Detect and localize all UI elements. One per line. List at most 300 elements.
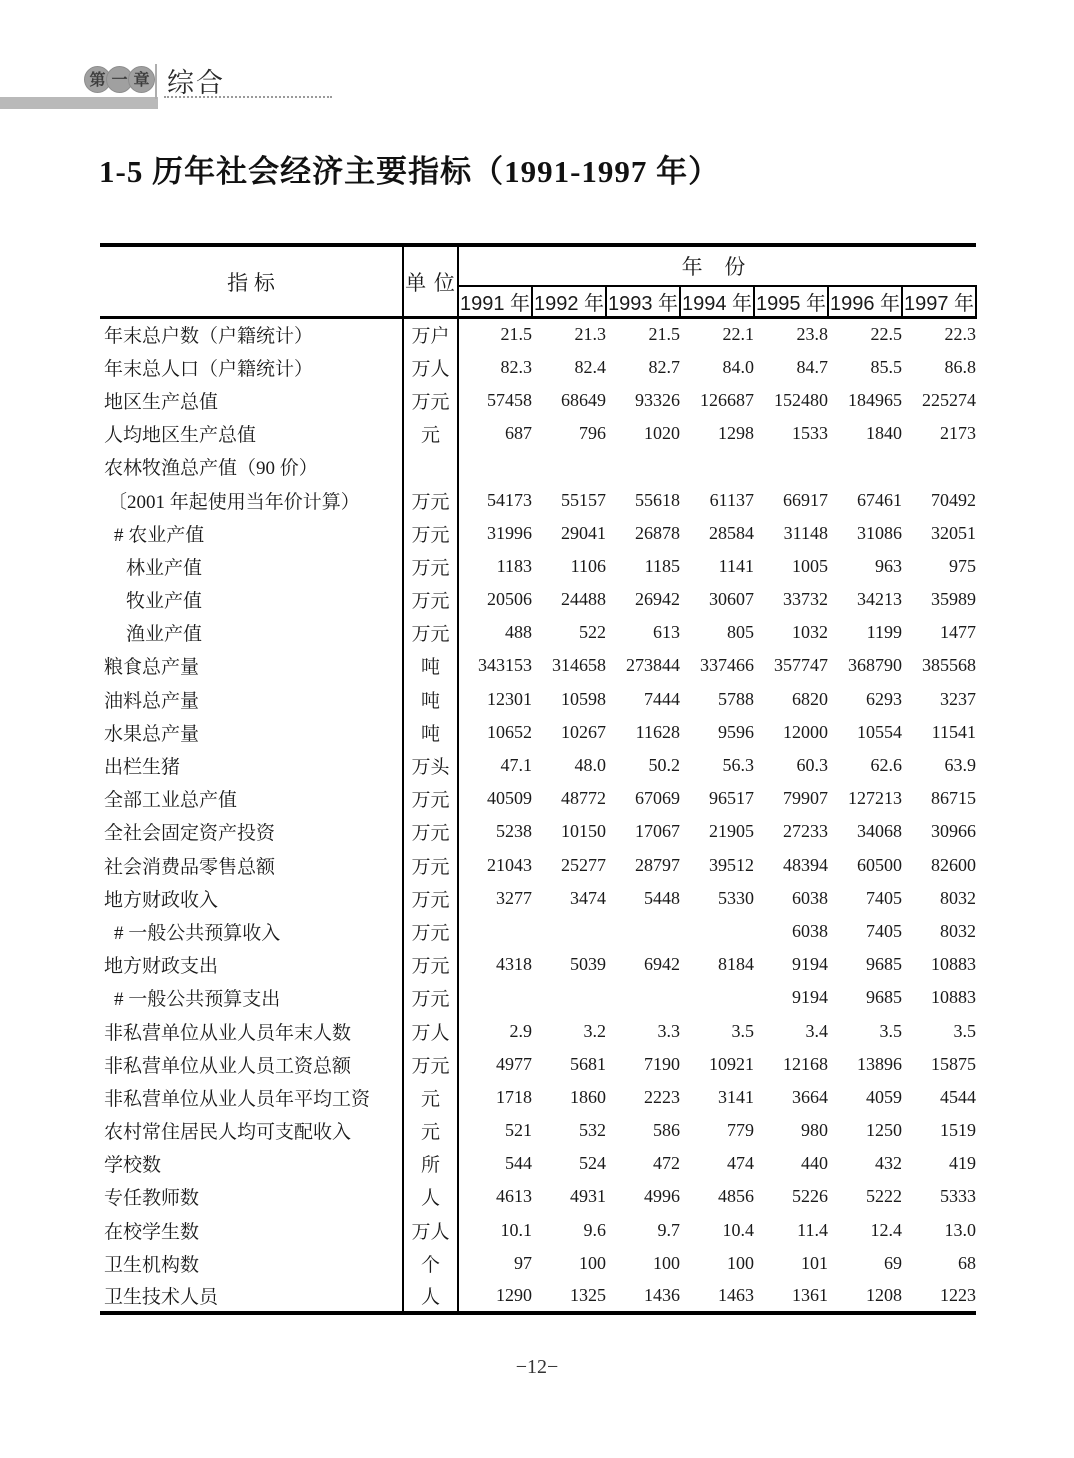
value-cell: 63.9 — [944, 755, 976, 776]
value-cell: 5238 — [496, 821, 532, 842]
value-cell: 613 — [653, 622, 680, 643]
unit-cell: 万人 — [403, 351, 458, 384]
unit-cell: 万元 — [403, 1048, 458, 1081]
value-cell: 60500 — [857, 854, 902, 875]
value-cell: 84.0 — [722, 356, 754, 377]
indicator-cell: # 一般公共预算收入 — [114, 922, 281, 944]
unit-cell: 万头 — [403, 749, 458, 782]
value-cell: 26942 — [635, 589, 680, 610]
value-cell — [458, 915, 532, 948]
unit-cell: 万元 — [403, 384, 458, 417]
unit-cell: 万元 — [403, 517, 458, 550]
table-row — [100, 782, 976, 815]
value-cell: 100 — [579, 1252, 606, 1273]
value-cell: 3664 — [792, 1086, 828, 1107]
table-row — [100, 517, 976, 550]
value-cell: 86715 — [931, 788, 976, 809]
value-cell: 82.3 — [500, 356, 532, 377]
unit-cell: 万元 — [403, 616, 458, 649]
value-cell: 17067 — [635, 821, 680, 842]
value-cell: 1361 — [792, 1285, 828, 1306]
value-cell: 314658 — [552, 655, 606, 676]
unit-cell: 万元 — [403, 483, 458, 516]
table-row — [100, 1180, 976, 1213]
value-cell: 1860 — [570, 1086, 606, 1107]
value-cell: 1185 — [644, 555, 680, 576]
value-cell: 963 — [875, 555, 902, 576]
table-row — [100, 483, 976, 516]
table-header — [100, 245, 976, 318]
year-column-header: 1995 年 — [754, 286, 828, 318]
indicator-cell: # 一般公共预算支出 — [114, 989, 281, 1011]
value-cell: 30966 — [931, 821, 976, 842]
value-cell: 9685 — [866, 987, 902, 1008]
year-column-header: 1994 年 — [680, 286, 754, 318]
value-cell: 32051 — [931, 522, 976, 543]
value-cell: 9.6 — [583, 1219, 606, 1240]
value-cell: 22.1 — [722, 324, 754, 345]
value-cell: 48.0 — [574, 755, 606, 776]
year-column-header: 1997 年 — [902, 286, 976, 318]
unit-cell: 元 — [403, 1114, 458, 1147]
value-cell: 11541 — [931, 721, 976, 742]
unit-cell: 吨 — [403, 683, 458, 716]
chapter-badge — [84, 66, 155, 93]
unit-cell: 万元 — [403, 550, 458, 583]
value-cell: 440 — [801, 1153, 828, 1174]
value-cell: 61137 — [709, 489, 754, 510]
unit-cell: 万元 — [403, 948, 458, 981]
unit-cell: 吨 — [403, 716, 458, 749]
value-cell: 3.5 — [953, 1020, 976, 1041]
value-cell: 1519 — [940, 1120, 976, 1141]
page-number: −12− — [515, 1356, 559, 1378]
value-cell — [828, 450, 902, 483]
value-cell: 69 — [884, 1252, 902, 1273]
value-cell: 368790 — [848, 655, 902, 676]
value-cell: 544 — [505, 1153, 532, 1174]
indicator-cell: 人均地区生产总值 — [104, 425, 257, 447]
value-cell: 472 — [653, 1153, 680, 1174]
value-cell: 1290 — [496, 1285, 532, 1306]
value-cell: 31148 — [783, 522, 828, 543]
value-cell — [680, 915, 754, 948]
table-row — [100, 849, 976, 882]
value-cell: 524 — [579, 1153, 606, 1174]
indicator-cell: 年末总人口（户籍统计） — [104, 358, 314, 380]
value-cell: 21.5 — [648, 324, 680, 345]
value-cell: 10267 — [561, 721, 606, 742]
year-column-header: 1991 年 — [458, 286, 532, 318]
value-cell: 1183 — [496, 555, 532, 576]
value-cell: 1325 — [570, 1285, 606, 1306]
value-cell: 20506 — [487, 589, 532, 610]
value-cell: 50.2 — [648, 755, 680, 776]
indicator-cell: 在校学生数 — [104, 1221, 200, 1243]
unit-cell: 万元 — [403, 815, 458, 848]
value-cell: 4613 — [496, 1186, 532, 1207]
value-cell: 2173 — [940, 423, 976, 444]
table-row — [100, 351, 976, 384]
value-cell: 432 — [875, 1153, 902, 1174]
value-cell: 10554 — [857, 721, 902, 742]
value-cell: 96517 — [709, 788, 754, 809]
value-cell: 4318 — [496, 954, 532, 975]
value-cell: 474 — [727, 1153, 754, 1174]
value-cell: 126687 — [700, 389, 754, 410]
value-cell: 5333 — [940, 1186, 976, 1207]
value-cell: 10150 — [561, 821, 606, 842]
chapter-badge-char: 章 — [128, 66, 155, 93]
value-cell: 1020 — [644, 423, 680, 444]
table-row — [100, 1247, 976, 1280]
value-cell: 101 — [801, 1252, 828, 1273]
table-row — [100, 384, 976, 417]
indicator-cell: 全社会固定资产投资 — [104, 823, 276, 845]
value-cell: 6038 — [792, 887, 828, 908]
value-cell: 337466 — [700, 655, 754, 676]
value-cell: 6820 — [792, 688, 828, 709]
indicator-cell: 地区生产总值 — [104, 391, 219, 413]
unit-cell: 吨 — [403, 649, 458, 682]
value-cell: 1141 — [718, 555, 754, 576]
indicator-cell: 非私营单位从业人员年平均工资 — [104, 1088, 371, 1110]
value-cell: 357747 — [774, 655, 828, 676]
table-row — [100, 683, 976, 716]
value-cell: 67461 — [857, 489, 902, 510]
value-cell: 2.9 — [509, 1020, 532, 1041]
value-cell: 68 — [958, 1252, 976, 1273]
table-row — [100, 1147, 976, 1180]
value-cell: 5222 — [866, 1186, 902, 1207]
indicator-cell: 粮食总产量 — [104, 657, 200, 679]
table-row — [100, 1114, 976, 1147]
value-cell: 3.3 — [657, 1020, 680, 1041]
value-cell: 23.8 — [796, 324, 828, 345]
value-cell — [458, 450, 532, 483]
value-cell: 522 — [579, 622, 606, 643]
value-cell: 54173 — [487, 489, 532, 510]
unit-cell: 元 — [403, 417, 458, 450]
value-cell: 9.7 — [657, 1219, 680, 1240]
indicator-cell: 水果总产量 — [104, 723, 200, 745]
value-cell: 980 — [801, 1120, 828, 1141]
value-cell: 532 — [579, 1120, 606, 1141]
table-row — [100, 318, 976, 351]
unit-cell: 万元 — [403, 981, 458, 1014]
value-cell: 1199 — [866, 622, 902, 643]
value-cell: 12301 — [487, 688, 532, 709]
value-cell: 55157 — [561, 489, 606, 510]
header-gray-bar — [0, 97, 158, 109]
indicator-cell: 农村常住居民人均可支配收入 — [104, 1122, 352, 1144]
value-cell: 586 — [653, 1120, 680, 1141]
value-cell: 4977 — [496, 1053, 532, 1074]
value-cell: 10.4 — [722, 1219, 754, 1240]
indicator-cell: 非私营单位从业人员年末人数 — [104, 1022, 352, 1044]
value-cell: 21.3 — [574, 324, 606, 345]
value-cell: 385568 — [922, 655, 976, 676]
unit-cell: 人 — [403, 1180, 458, 1213]
value-cell: 7405 — [866, 887, 902, 908]
indicator-cell: 卫生机构数 — [104, 1254, 200, 1276]
unit-cell: 所 — [403, 1147, 458, 1180]
indicator-cell: 地方财政收入 — [104, 889, 219, 911]
value-cell — [680, 450, 754, 483]
indicator-cell: 〔2001 年起使用当年价计算） — [108, 491, 360, 513]
unit-cell — [403, 450, 458, 483]
value-cell: 273844 — [626, 655, 680, 676]
table-row — [100, 815, 976, 848]
statistical-table — [100, 243, 977, 1315]
value-cell: 1223 — [940, 1285, 976, 1306]
value-cell: 11.4 — [797, 1219, 828, 1240]
unit-cell: 万人 — [403, 1014, 458, 1047]
value-cell: 10883 — [931, 954, 976, 975]
value-cell: 31996 — [487, 522, 532, 543]
dotted-underline — [164, 82, 332, 98]
value-cell: 10652 — [487, 721, 532, 742]
chapter-badge-char: 第 — [84, 66, 111, 93]
value-cell: 82600 — [931, 854, 976, 875]
value-cell: 3237 — [940, 688, 976, 709]
table-row — [100, 583, 976, 616]
value-cell: 488 — [505, 622, 532, 643]
value-cell: 40509 — [487, 788, 532, 809]
table-row — [100, 1214, 976, 1247]
value-cell: 47.1 — [500, 755, 532, 776]
value-cell: 93326 — [635, 389, 680, 410]
value-cell: 35989 — [931, 589, 976, 610]
statistical-table-wrap — [100, 243, 977, 1315]
value-cell: 419 — [949, 1153, 976, 1174]
chapter-title: 综合 — [167, 68, 225, 98]
value-cell: 10921 — [709, 1053, 754, 1074]
value-cell: 1533 — [792, 423, 828, 444]
value-cell: 4856 — [718, 1186, 754, 1207]
value-cell: 1208 — [866, 1285, 902, 1306]
value-cell: 34068 — [857, 821, 902, 842]
value-cell: 8032 — [940, 920, 976, 941]
indicator-cell: 牧业产值 — [126, 591, 203, 613]
value-cell: 343153 — [478, 655, 532, 676]
value-cell: 796 — [579, 423, 606, 444]
value-cell: 13896 — [857, 1053, 902, 1074]
table-body — [100, 318, 976, 1314]
value-cell: 28584 — [709, 522, 754, 543]
value-cell: 48772 — [561, 788, 606, 809]
table-row — [100, 981, 976, 1014]
table-row — [100, 450, 976, 483]
value-cell: 3141 — [718, 1086, 754, 1107]
indicator-cell: 社会消费品零售总额 — [104, 856, 276, 878]
year-column-header: 1996 年 — [828, 286, 902, 318]
value-cell: 3.5 — [731, 1020, 754, 1041]
indicator-cell: 林业产值 — [126, 557, 203, 579]
value-cell: 9194 — [792, 987, 828, 1008]
value-cell: 26878 — [635, 522, 680, 543]
value-cell: 57458 — [487, 389, 532, 410]
value-cell: 1106 — [570, 555, 606, 576]
indicator-cell: 出栏生猪 — [104, 757, 181, 779]
value-cell: 1005 — [792, 555, 828, 576]
indicator-cell: 专任教师数 — [104, 1188, 200, 1210]
value-cell: 29041 — [561, 522, 606, 543]
table-row — [100, 882, 976, 915]
page-title: 1-5 历年社会经济主要指标（1991-1997 年） — [99, 154, 721, 189]
value-cell: 1463 — [718, 1285, 754, 1306]
value-cell: 33732 — [783, 589, 828, 610]
value-cell: 3277 — [496, 887, 532, 908]
value-cell: 22.5 — [870, 324, 902, 345]
year-column-header: 1992 年 — [532, 286, 606, 318]
indicator-cell: 学校数 — [104, 1155, 162, 1177]
value-cell: 8032 — [940, 887, 976, 908]
unit-cell: 个 — [403, 1247, 458, 1280]
value-cell: 184965 — [848, 389, 902, 410]
value-cell: 25277 — [561, 854, 606, 875]
indicator-cell: 全部工业总产值 — [104, 790, 238, 812]
value-cell: 67069 — [635, 788, 680, 809]
value-cell: 34213 — [857, 589, 902, 610]
unit-cell: 万元 — [403, 583, 458, 616]
value-cell: 97 — [514, 1252, 532, 1273]
value-cell: 15875 — [931, 1053, 976, 1074]
value-cell: 1840 — [866, 423, 902, 444]
unit-cell: 万元 — [403, 915, 458, 948]
value-cell: 975 — [949, 555, 976, 576]
value-cell: 3.5 — [879, 1020, 902, 1041]
value-cell: 13.0 — [944, 1219, 976, 1240]
value-cell: 5681 — [570, 1053, 606, 1074]
value-cell: 21905 — [709, 821, 754, 842]
value-cell: 86.8 — [944, 356, 976, 377]
value-cell: 1250 — [866, 1120, 902, 1141]
value-cell: 12.4 — [870, 1219, 902, 1240]
value-cell: 55618 — [635, 489, 680, 510]
value-cell: 521 — [505, 1120, 532, 1141]
unit-cell: 人 — [403, 1280, 458, 1313]
value-cell: 4059 — [866, 1086, 902, 1107]
indicator-cell: 农林牧渔总产值（90 价） — [104, 458, 318, 480]
value-cell: 4996 — [644, 1186, 680, 1207]
value-cell: 27233 — [783, 821, 828, 842]
table-row — [100, 550, 976, 583]
value-cell: 79907 — [783, 788, 828, 809]
value-cell: 60.3 — [796, 755, 828, 776]
value-cell: 127213 — [848, 788, 902, 809]
value-cell — [754, 450, 828, 483]
value-cell: 3.4 — [805, 1020, 828, 1041]
value-cell — [532, 981, 606, 1014]
value-cell: 1032 — [792, 622, 828, 643]
value-cell: 10598 — [561, 688, 606, 709]
value-cell: 687 — [505, 423, 532, 444]
year-group-header: 年 份 — [458, 245, 976, 286]
value-cell: 84.7 — [796, 356, 828, 377]
header-divider — [155, 64, 157, 99]
value-cell: 10.1 — [500, 1219, 532, 1240]
unit-cell: 万元 — [403, 849, 458, 882]
table-row — [100, 417, 976, 450]
value-cell: 31086 — [857, 522, 902, 543]
table-row — [100, 948, 976, 981]
value-cell — [680, 981, 754, 1014]
value-cell: 1718 — [496, 1086, 532, 1107]
unit-cell: 元 — [403, 1081, 458, 1114]
value-cell: 82.7 — [648, 356, 680, 377]
value-cell: 10883 — [931, 987, 976, 1008]
value-cell: 9596 — [718, 721, 754, 742]
value-cell — [606, 915, 680, 948]
table-row — [100, 1048, 976, 1081]
value-cell: 8184 — [718, 954, 754, 975]
value-cell: 62.6 — [870, 755, 902, 776]
value-cell: 6293 — [866, 688, 902, 709]
indicator-cell: 油料总产量 — [104, 690, 200, 712]
value-cell: 100 — [727, 1252, 754, 1273]
chapter-badge-char: 一 — [106, 66, 133, 93]
value-cell: 5039 — [570, 954, 606, 975]
value-cell: 3.2 — [583, 1020, 606, 1041]
value-cell: 68649 — [561, 389, 606, 410]
value-cell: 4931 — [570, 1186, 606, 1207]
value-cell: 7190 — [644, 1053, 680, 1074]
value-cell: 28797 — [635, 854, 680, 875]
value-cell: 100 — [653, 1252, 680, 1273]
value-cell — [532, 915, 606, 948]
value-cell: 1298 — [718, 423, 754, 444]
value-cell: 30607 — [709, 589, 754, 610]
table-row — [100, 915, 976, 948]
unit-cell: 万元 — [403, 782, 458, 815]
value-cell — [606, 450, 680, 483]
value-cell: 2223 — [644, 1086, 680, 1107]
indicator-cell: 年末总户数（户籍统计） — [104, 326, 314, 348]
value-cell — [902, 450, 976, 483]
indicator-column-header: 指 标 — [100, 245, 403, 318]
table-row — [100, 716, 976, 749]
value-cell — [458, 981, 532, 1014]
value-cell: 56.3 — [722, 755, 754, 776]
unit-column-header: 单 位 — [403, 245, 458, 318]
value-cell: 85.5 — [870, 356, 902, 377]
value-cell: 779 — [727, 1120, 754, 1141]
value-cell: 22.3 — [944, 324, 976, 345]
table-row — [100, 1014, 976, 1047]
value-cell: 9685 — [866, 954, 902, 975]
value-cell — [606, 981, 680, 1014]
value-cell: 152480 — [774, 389, 828, 410]
value-cell: 48394 — [783, 854, 828, 875]
indicator-cell: 非私营单位从业人员工资总额 — [104, 1055, 352, 1077]
table-row — [100, 1280, 976, 1313]
value-cell: 70492 — [931, 489, 976, 510]
indicator-cell: 卫生技术人员 — [104, 1287, 219, 1309]
value-cell: 1477 — [940, 622, 976, 643]
value-cell: 6942 — [644, 954, 680, 975]
value-cell: 24488 — [561, 589, 606, 610]
value-cell: 1436 — [644, 1285, 680, 1306]
table-row — [100, 616, 976, 649]
unit-cell: 万元 — [403, 882, 458, 915]
value-cell: 82.4 — [574, 356, 606, 377]
indicator-cell: 地方财政支出 — [104, 956, 219, 978]
value-cell: 21.5 — [500, 324, 532, 345]
table-row — [100, 649, 976, 682]
value-cell: 5330 — [718, 887, 754, 908]
table-row — [100, 1081, 976, 1114]
